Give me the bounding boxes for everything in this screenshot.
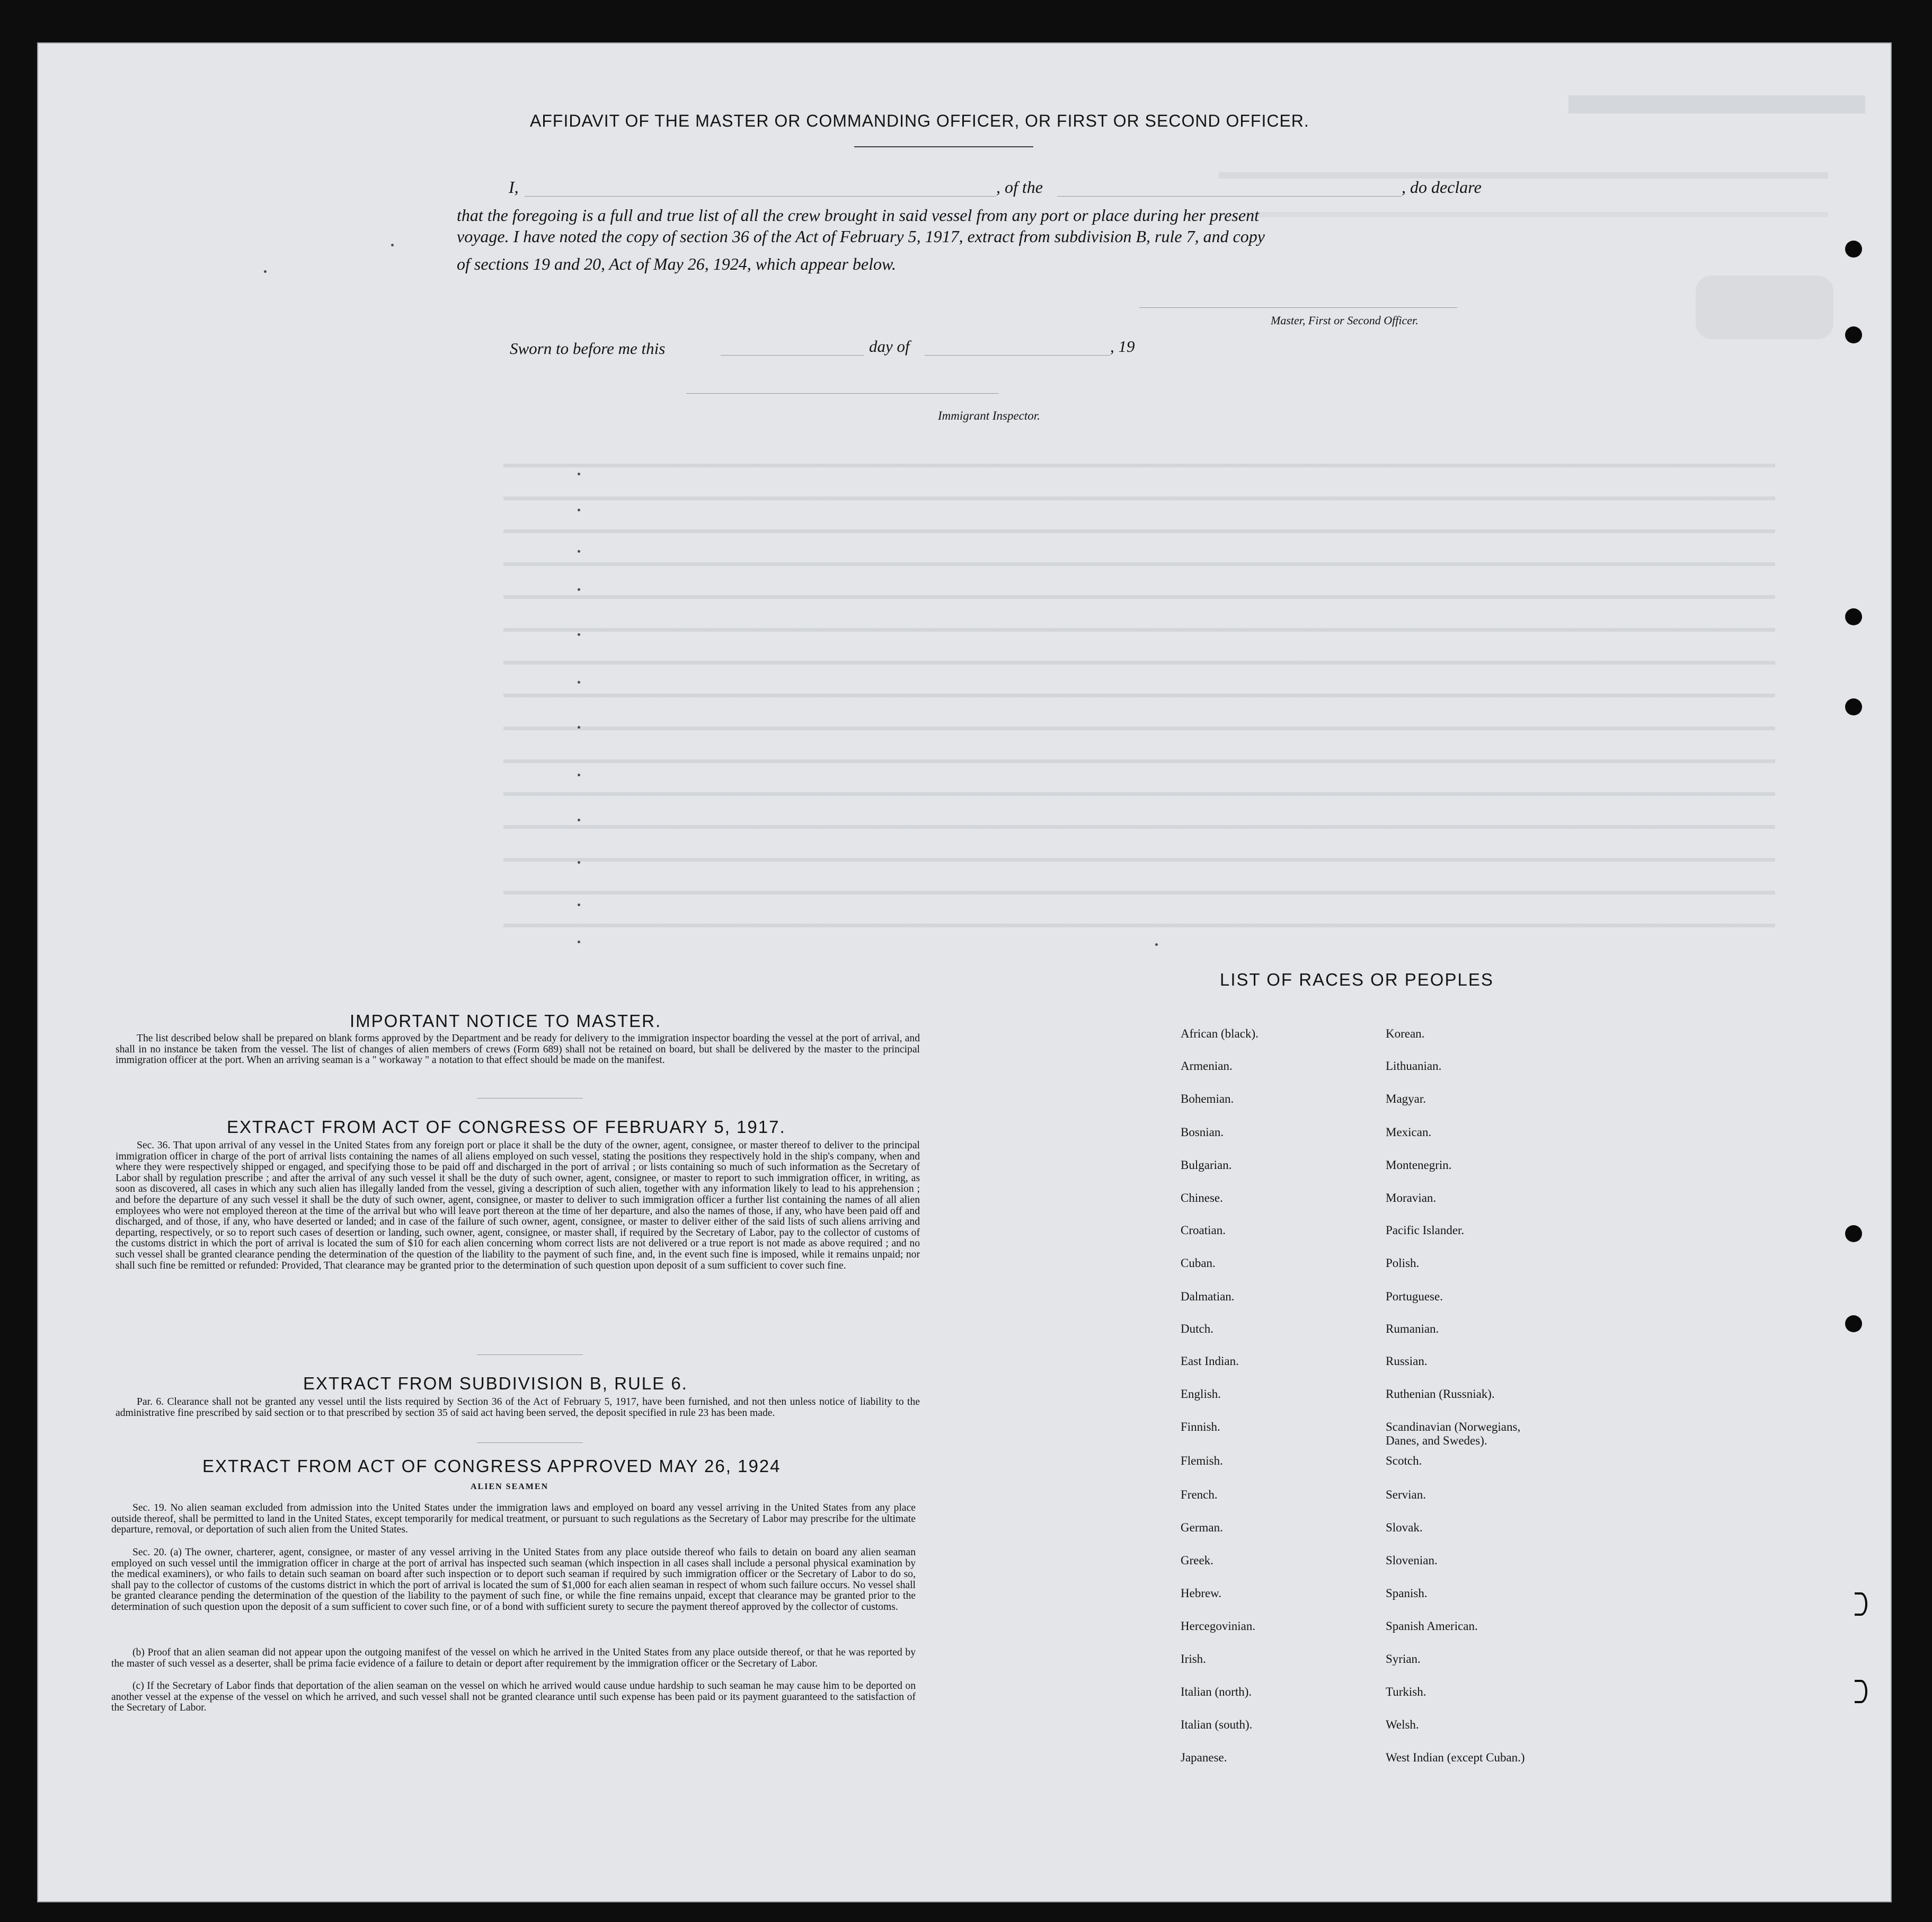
binder-hole-icon [1845, 1315, 1862, 1332]
race-item: Japanese. [1181, 1751, 1227, 1764]
affidavit-of-the: , of the [996, 178, 1043, 197]
extract-rule6-title: EXTRACT FROM SUBDIVISION B, RULE 6. [303, 1374, 688, 1393]
race-item: Hebrew. [1181, 1587, 1222, 1600]
race-item: English. [1181, 1387, 1221, 1401]
notice-title: IMPORTANT NOTICE TO MASTER. [350, 1011, 662, 1031]
sworn-year: , 19 [1110, 337, 1135, 356]
affidavit-line-4: of sections 19 and 20, Act of May 26, 1924, which appear below. [457, 254, 896, 273]
divider [477, 1098, 583, 1099]
race-item: Spanish. [1386, 1587, 1428, 1600]
race-item: Chinese. [1181, 1191, 1223, 1204]
extract-rule6-text: Par. 6. Clearance shall not be granted any vessel until the lists required by Section 36 of the Act of February 5, 1917, have been furnished, and not then unless notice of liability to the administrative fine prescribed by said section or to that prescribed by section 35 of said act having been served, the deposit specified in rule 23 has been made. [116, 1396, 920, 1419]
race-item: Hercegovinian. [1181, 1619, 1256, 1633]
divider [477, 1442, 583, 1443]
race-item: Servian. [1386, 1488, 1426, 1501]
race-item: Magyar. [1386, 1092, 1426, 1105]
binder-hole-icon [1845, 698, 1862, 715]
race-item: Pacific Islander. [1386, 1224, 1465, 1237]
sec-20c-text: (c) If the Secretary of Labor finds that deportation of the alien seaman on the vessel on which he arrived would cause undue hardship to such seaman he may cause him to be deported on another vessel at the expense of the vessel on which he arrived, and such vessel shall not be granted clearance until such expense has been paid or its payment guaranteed to the satisfaction of the Secretary of Labor. [111, 1680, 916, 1714]
race-item: Finnish. [1181, 1420, 1220, 1433]
extract-1917-text: Sec. 36. That upon arrival of any vessel in the United States from any foreign port or place it shall be the duty of the owner, agent, consignee, or master thereof to deliver to the principal immigration officer in charge of the port of arrival lists containing the names of all aliens employed on such vessel, stating the positions they respectively hold in the ship's company, when and where they were respectively shipped or engaged, and specifying those to be paid off and discharged in the port of arrival ; or lists containing so much of such information as the Secretary of Labor shall by regulation prescribe ; and after the arrival of any such vessel it shall be the duty of such owner, agent, consignee, or master to report to such immigration officer, in writing, as soon as discovered, all cases in which any such alien has illegally landed from the vessel, giving a description of such alien, together with any information likely to lead to his apprehension ; and before the departure of any such vessel it shall be the duty of such owner, agent, consignee, or master to deliver to such immigration officer a further list containing the names of all alien employees who were not employed thereon at the time of the arrival but who will leave port thereon at the time of her departure, and also the names of those, if any, who have been paid off and discharged, and of those, if any, who have deserted or landed; and in case of the failure of such owner, agent, consignee, or master to deliver either of the said lists of such aliens arriving and departing, respectively, or so to report such cases of desertion or landing, such owner, agent, consignee, or master shall, if required by the Secretary of Labor, pay to the collector of customs of the customs district in which the port of arrival is located the sum of $10 for each alien concerning whom correct lists are not delivered or a true report is not made as above required ; and no such vessel shall be granted clearance pending the determination of the question of the liability to the payment of such fine, and, in the event such fine is imposed, while it remains unpaid; nor shall such fine be remitted or refunded: Provided, That clearance may be granted prior to the determination of such question upon deposit of a sum sufficient to cover such fine. [116, 1140, 920, 1271]
race-item: Slovak. [1386, 1521, 1423, 1534]
race-item: Scotch. [1386, 1454, 1422, 1467]
sworn-prefix: Sworn to before me this [510, 339, 666, 358]
binder-hole-icon [1845, 1225, 1862, 1242]
race-item: African (black). [1181, 1027, 1259, 1040]
affidavit-line-3: voyage. I have noted the copy of section 36 of the Act of February 5, 1917, extract from subdivision B, rule 7, and copy [457, 227, 1265, 246]
race-item: Dutch. [1181, 1322, 1213, 1335]
sec-20b-text: (b) Proof that an alien seaman did not appear upon the outgoing manifest of the vessel on which he arrived in the United States from any place outside thereof, or that he was reported by the master of such vessel as a deserter, shall be prima facie evidence of a failure to detain or deport after requirement by the immigration officer or the Secretary of Labor. [111, 1647, 916, 1669]
race-item: Bohemian. [1181, 1092, 1234, 1105]
race-item: Syrian. [1386, 1652, 1421, 1666]
race-item: Italian (north). [1181, 1685, 1252, 1698]
race-item: Mexican. [1386, 1126, 1432, 1139]
sworn-day-of: day of [869, 337, 910, 356]
race-item: Russian. [1386, 1354, 1428, 1368]
race-item: Bulgarian. [1181, 1158, 1232, 1172]
race-item: Welsh. [1386, 1718, 1419, 1731]
race-item: Lithuanian. [1386, 1059, 1442, 1073]
month-blank[interactable] [925, 355, 1110, 356]
day-blank[interactable] [721, 355, 864, 356]
race-item: Bosnian. [1181, 1126, 1224, 1139]
divider [477, 1354, 583, 1355]
signature-blank[interactable] [1139, 307, 1457, 308]
race-item: Scandinavian (Norwegians, Danes, and Swedes). [1386, 1420, 1521, 1447]
race-item: Korean. [1386, 1027, 1425, 1040]
race-item: Moravian. [1386, 1191, 1437, 1204]
race-item: Irish. [1181, 1652, 1206, 1666]
race-item: Ruthenian (Russniak). [1386, 1387, 1495, 1401]
binder-hole-icon [1855, 1592, 1867, 1616]
race-item: Portuguese. [1386, 1290, 1443, 1303]
affidavit-i: I, [509, 178, 519, 197]
notice-text: The list described below shall be prepared on blank forms approved by the Department and be ready for delivery to the immigration inspector boarding the vessel at the port of arrival, and shall in no instance be taken from the vessel. The list of changes of alien members of crews (Form 689) shall not be retained on board, but shall be delivered by the master to the principal immigration officer at the port. When an arriving seaman is a " workaway " a notation to that effect should be made on the manifest. [116, 1033, 920, 1066]
race-item: West Indian (except Cuban.) [1386, 1751, 1525, 1764]
affidavit-line-2: that the foregoing is a full and true list of all the crew brought in said vessel from any port or place during her present [457, 206, 1259, 225]
race-item: Slovenian. [1386, 1554, 1438, 1567]
race-item: Italian (south). [1181, 1718, 1253, 1731]
extract-1924-title: EXTRACT FROM ACT OF CONGRESS APPROVED MAY 26, 1924 [202, 1456, 781, 1476]
inspector-label: Immigrant Inspector. [938, 409, 1040, 422]
binder-hole-icon [1855, 1680, 1867, 1703]
affidavit-declare: , do declare [1402, 178, 1482, 197]
race-item: Dalmatian. [1181, 1290, 1235, 1303]
binder-hole-icon [1845, 326, 1862, 343]
race-item: Greek. [1181, 1554, 1213, 1567]
race-item: Armenian. [1181, 1059, 1233, 1073]
name-blank[interactable] [525, 196, 996, 197]
races-title: LIST OF RACES OR PEOPLES [1220, 970, 1494, 989]
race-item: Spanish American. [1386, 1619, 1478, 1633]
race-item: German. [1181, 1521, 1223, 1534]
sec-19-text: Sec. 19. No alien seaman excluded from admission into the United States under the immigration laws and employed on board any vessel arriving in the United States from any place outside thereof, shall be permitted to land in the United States, except temporarily for medical treatment, or pursuant to such regulations as the Secretary of Labor may prescribe for the ultimate departure, removal, or deportation of such alien from the United States. [111, 1502, 916, 1536]
race-item: Turkish. [1386, 1685, 1426, 1698]
race-item: East Indian. [1181, 1354, 1239, 1368]
signature-label: Master, First or Second Officer. [1271, 314, 1419, 327]
race-item: Croatian. [1181, 1224, 1226, 1237]
race-item: Cuban. [1181, 1256, 1216, 1270]
vessel-blank[interactable] [1057, 196, 1402, 197]
race-item: Rumanian. [1386, 1322, 1439, 1335]
extract-1917-title: EXTRACT FROM ACT OF CONGRESS OF FEBRUARY 5, 1917. [227, 1117, 786, 1137]
binder-hole-icon [1845, 241, 1862, 258]
race-item: Flemish. [1181, 1454, 1223, 1467]
extract-1924-subtitle: ALIEN SEAMEN [471, 1482, 549, 1491]
race-item: Polish. [1386, 1256, 1420, 1270]
document-page [37, 42, 1892, 1902]
binder-hole-icon [1845, 608, 1862, 625]
race-item: Montenegrin. [1386, 1158, 1452, 1172]
title-underline [854, 146, 1033, 147]
sec-20a-text: Sec. 20. (a) The owner, charterer, agent, consignee, or master of any vessel arriving in the United States from any place outside thereof who fails to detain on board any alien seaman employed on such vessel until the immigration officer in charge at the port of arrival has inspected such seaman (which inspection in all cases shall include a personal physical examination by the medical examiners), or who fails to detain such seaman on board after such inspection or to deport such seaman if required by such immigration officer or the Secretary of Labor to do so, shall pay to the collector of customs of the customs district in which the port of arrival is located the sum of $1,000 for each alien seaman in respect of whom such failure occurs. No vessel shall be granted clearance pending the determination of the question of the liability to the payment of such fine, or while the fine remains unpaid, except that clearance may be granted prior to the determination of such question upon the deposit of a sum sufficient to cover such fine, or of a bond with sufficient surety to secure the payment thereof approved by the collector of customs. [111, 1547, 916, 1613]
race-item: French. [1181, 1488, 1218, 1501]
affidavit-title: AFFIDAVIT OF THE MASTER OR COMMANDING OFFICER, OR FIRST OR SECOND OFFICER. [530, 111, 1309, 130]
inspector-signature-blank[interactable] [686, 393, 999, 394]
